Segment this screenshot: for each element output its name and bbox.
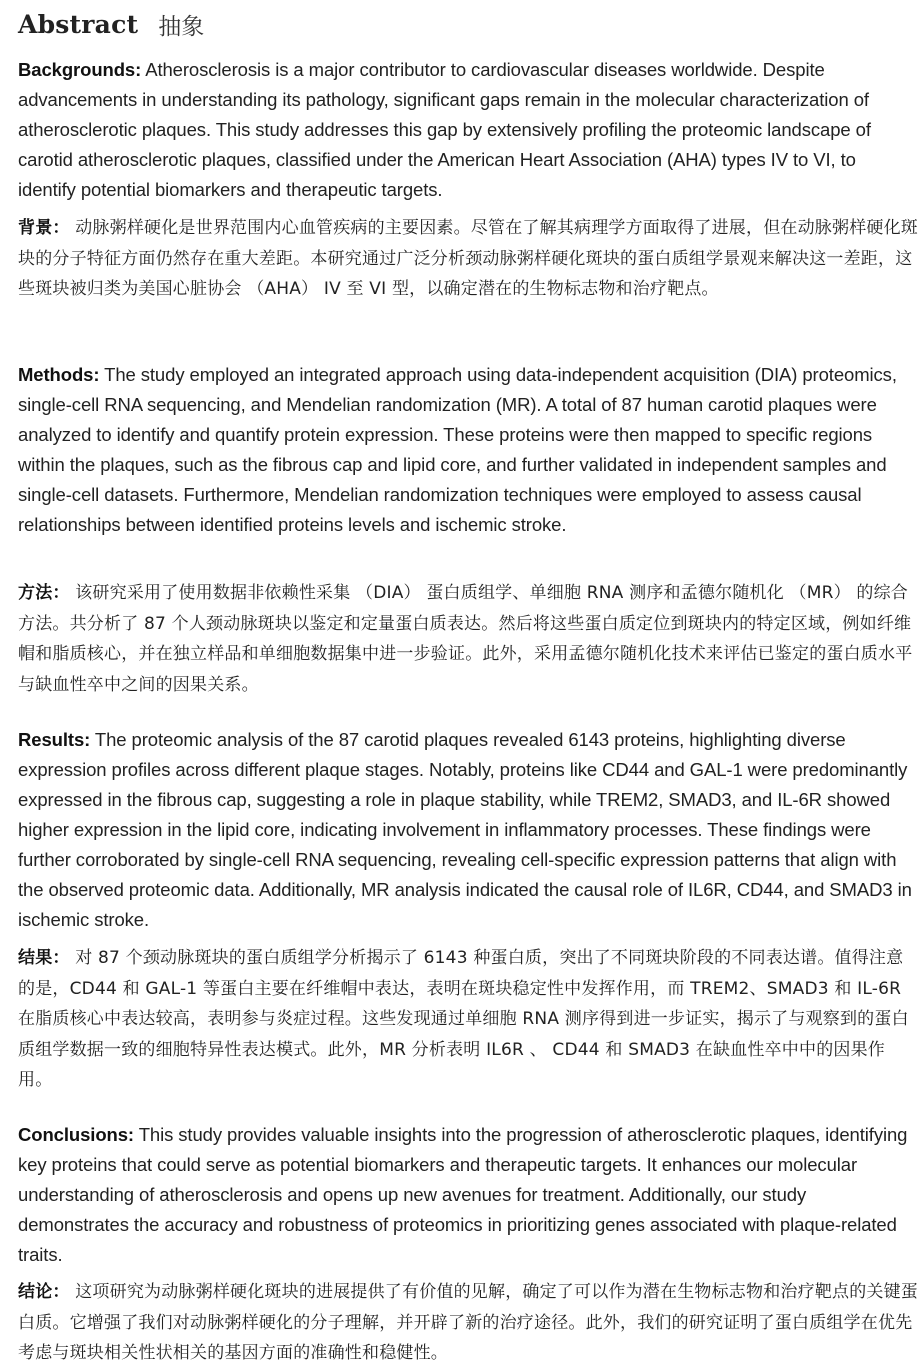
methods-en-paragraph bbox=[18, 360, 918, 540]
backgrounds-zh-text: 动脉粥样硬化是世界范围内心血管疾病的主要因素。尽管在了解其病理学方面取得了进展，但在动脉粥样硬化斑块的分子特征方面仍然存在重大差距。本研究通过广泛分析颈动脉粥样硬化斑块的蛋白质组学景观来解决这一差距，这些斑块被归类为美国心脏协会 （AHA） IV 至 VI 型，以确定潜在的生物标志物和治疗靶点。 bbox=[18, 218, 919, 299]
abstract-page bbox=[18, 0, 919, 1363]
backgrounds-zh-paragraph bbox=[18, 213, 918, 305]
abstract-title-zh: 抽象 bbox=[158, 13, 205, 40]
conclusions-zh-text: 这项研究为动脉粥样硬化斑块的进展提供了有价值的见解，确定了可以作为潜在生物标志物和治疗靶点的关键蛋白质。它增强了我们对动脉粥样硬化的分子理解，并开辟了新的治疗途径。此外，我们的研究证明了蛋白质组学在优先考虑与斑块相关性状相关的基因方面的准确性和稳健性。 bbox=[18, 1282, 919, 1363]
conclusions-zh-paragraph bbox=[18, 1277, 918, 1369]
methods-zh-text: 该研究采用了使用数据非依赖性采集 （DIA） 蛋白质组学、单细胞 RNA 测序和孟德尔随机化 （MR） 的综合方法。共分析了 87 个人颈动脉斑块以鉴定和定量蛋白质表达。然后将这些蛋白质定位到斑块内的特定区域，例如纤维帽和脂质核心，并在独立样品和单细胞数据集中进一步验证。此外，采用孟德尔随机化技术来评估已鉴定的蛋白质水平与缺血性卒中之间的因果关系。 bbox=[18, 583, 913, 695]
results-en-paragraph bbox=[18, 725, 918, 935]
results-zh-text: 对 87 个颈动脉斑块的蛋白质组学分析揭示了 6143 种蛋白质，突出了不同斑块阶段的不同表达谱。值得注意的是，CD44 和 GAL-1 等蛋白主要在纤维帽中表达，表明在斑块稳定性中发挥作用，而 TREM2、SMAD3 和 IL-6R 在脂质核心中表达较高，表明参与炎症过程。这些发现通过单细胞 RNA 测序得到进一步证实，揭示了与观察到的蛋白质组学数据一致的细胞特异性表达模式。此外，MR 分析表明 IL6R 、 CD44 和 SMAD3 在缺血性卒中中的因果作用。 bbox=[18, 948, 909, 1090]
section-methods-zh bbox=[18, 578, 918, 700]
methods-en-label: Methods: bbox=[18, 364, 100, 385]
section-conclusions-zh bbox=[18, 1277, 918, 1369]
section-results bbox=[18, 725, 918, 935]
section-results-zh bbox=[18, 943, 918, 1096]
backgrounds-en-paragraph bbox=[18, 55, 918, 205]
abstract-heading bbox=[18, 0, 918, 48]
conclusions-en-label: Conclusions: bbox=[18, 1124, 134, 1145]
conclusions-en-text: This study provides valuable insights into the progression of atherosclerotic plaques, identifying key proteins that could serve as potential biomarkers and therapeutic targets. It enhances our molecular understanding of atherosclerosis and opens up new avenues for treatment. Additionally, our study demonstrates the accuracy and robustness of proteomics in prioritizing genes associated with plaque-related traits. bbox=[18, 1124, 908, 1265]
section-conclusions bbox=[18, 1120, 918, 1270]
conclusions-zh-label: 结论： bbox=[18, 1282, 70, 1302]
results-zh-paragraph bbox=[18, 943, 918, 1096]
methods-en-text: The study employed an integrated approach using data-independent acquisition (DIA) proteomics, single-cell RNA sequencing, and Mendelian randomization (MR). A total of 87 human carotid plaques were analyzed to identify and quantify protein expression. These proteins were then mapped to specific regions within the plaques, such as the fibrous cap and lipid core, and further validated in independent samples and single-cell datasets. Furthermore, Mendelian randomization techniques were employed to assess causal relationships between identified proteins levels and ischemic stroke. bbox=[18, 364, 897, 535]
results-en-text: The proteomic analysis of the 87 carotid plaques revealed 6143 proteins, highlighting diverse expression profiles across different plaque stages. Notably, proteins like CD44 and GAL-1 were predominantly expressed in the fibrous cap, suggesting a role in plaque stability, while TREM2, SMAD3, and IL-6R showed higher expression in the lipid core, indicating involvement in inflammatory processes. These findings were further corroborated by single-cell RNA sequencing, revealing cell-specific expression patterns that align with the observed proteomic data. Additionally, MR analysis indicated the causal role of IL6R, CD44, and SMAD3 in ischemic stroke. bbox=[18, 729, 912, 930]
section-backgrounds-zh bbox=[18, 213, 918, 305]
results-en-label: Results: bbox=[18, 729, 91, 750]
section-backgrounds bbox=[18, 55, 918, 205]
results-zh-label: 结果： bbox=[18, 948, 70, 968]
methods-zh-paragraph bbox=[18, 578, 918, 700]
methods-zh-label: 方法： bbox=[18, 583, 70, 603]
backgrounds-en-label: Backgrounds: bbox=[18, 59, 142, 80]
section-methods bbox=[18, 360, 918, 540]
backgrounds-zh-label: 背景： bbox=[18, 218, 70, 238]
backgrounds-en-text: Atherosclerosis is a major contributor to cardiovascular diseases worldwide. Despite advancements in understanding its pathology, significant gaps remain in the molecular characterization of atherosclerotic plaques. This study addresses this gap by extensively profiling the proteomic landscape of carotid atherosclerotic plaques, classified under the American Heart Association (AHA) types IV to VI, to identify potential biomarkers and therapeutic targets. bbox=[18, 59, 871, 200]
conclusions-en-paragraph bbox=[18, 1120, 918, 1270]
abstract-title-en: Abstract bbox=[18, 9, 139, 39]
